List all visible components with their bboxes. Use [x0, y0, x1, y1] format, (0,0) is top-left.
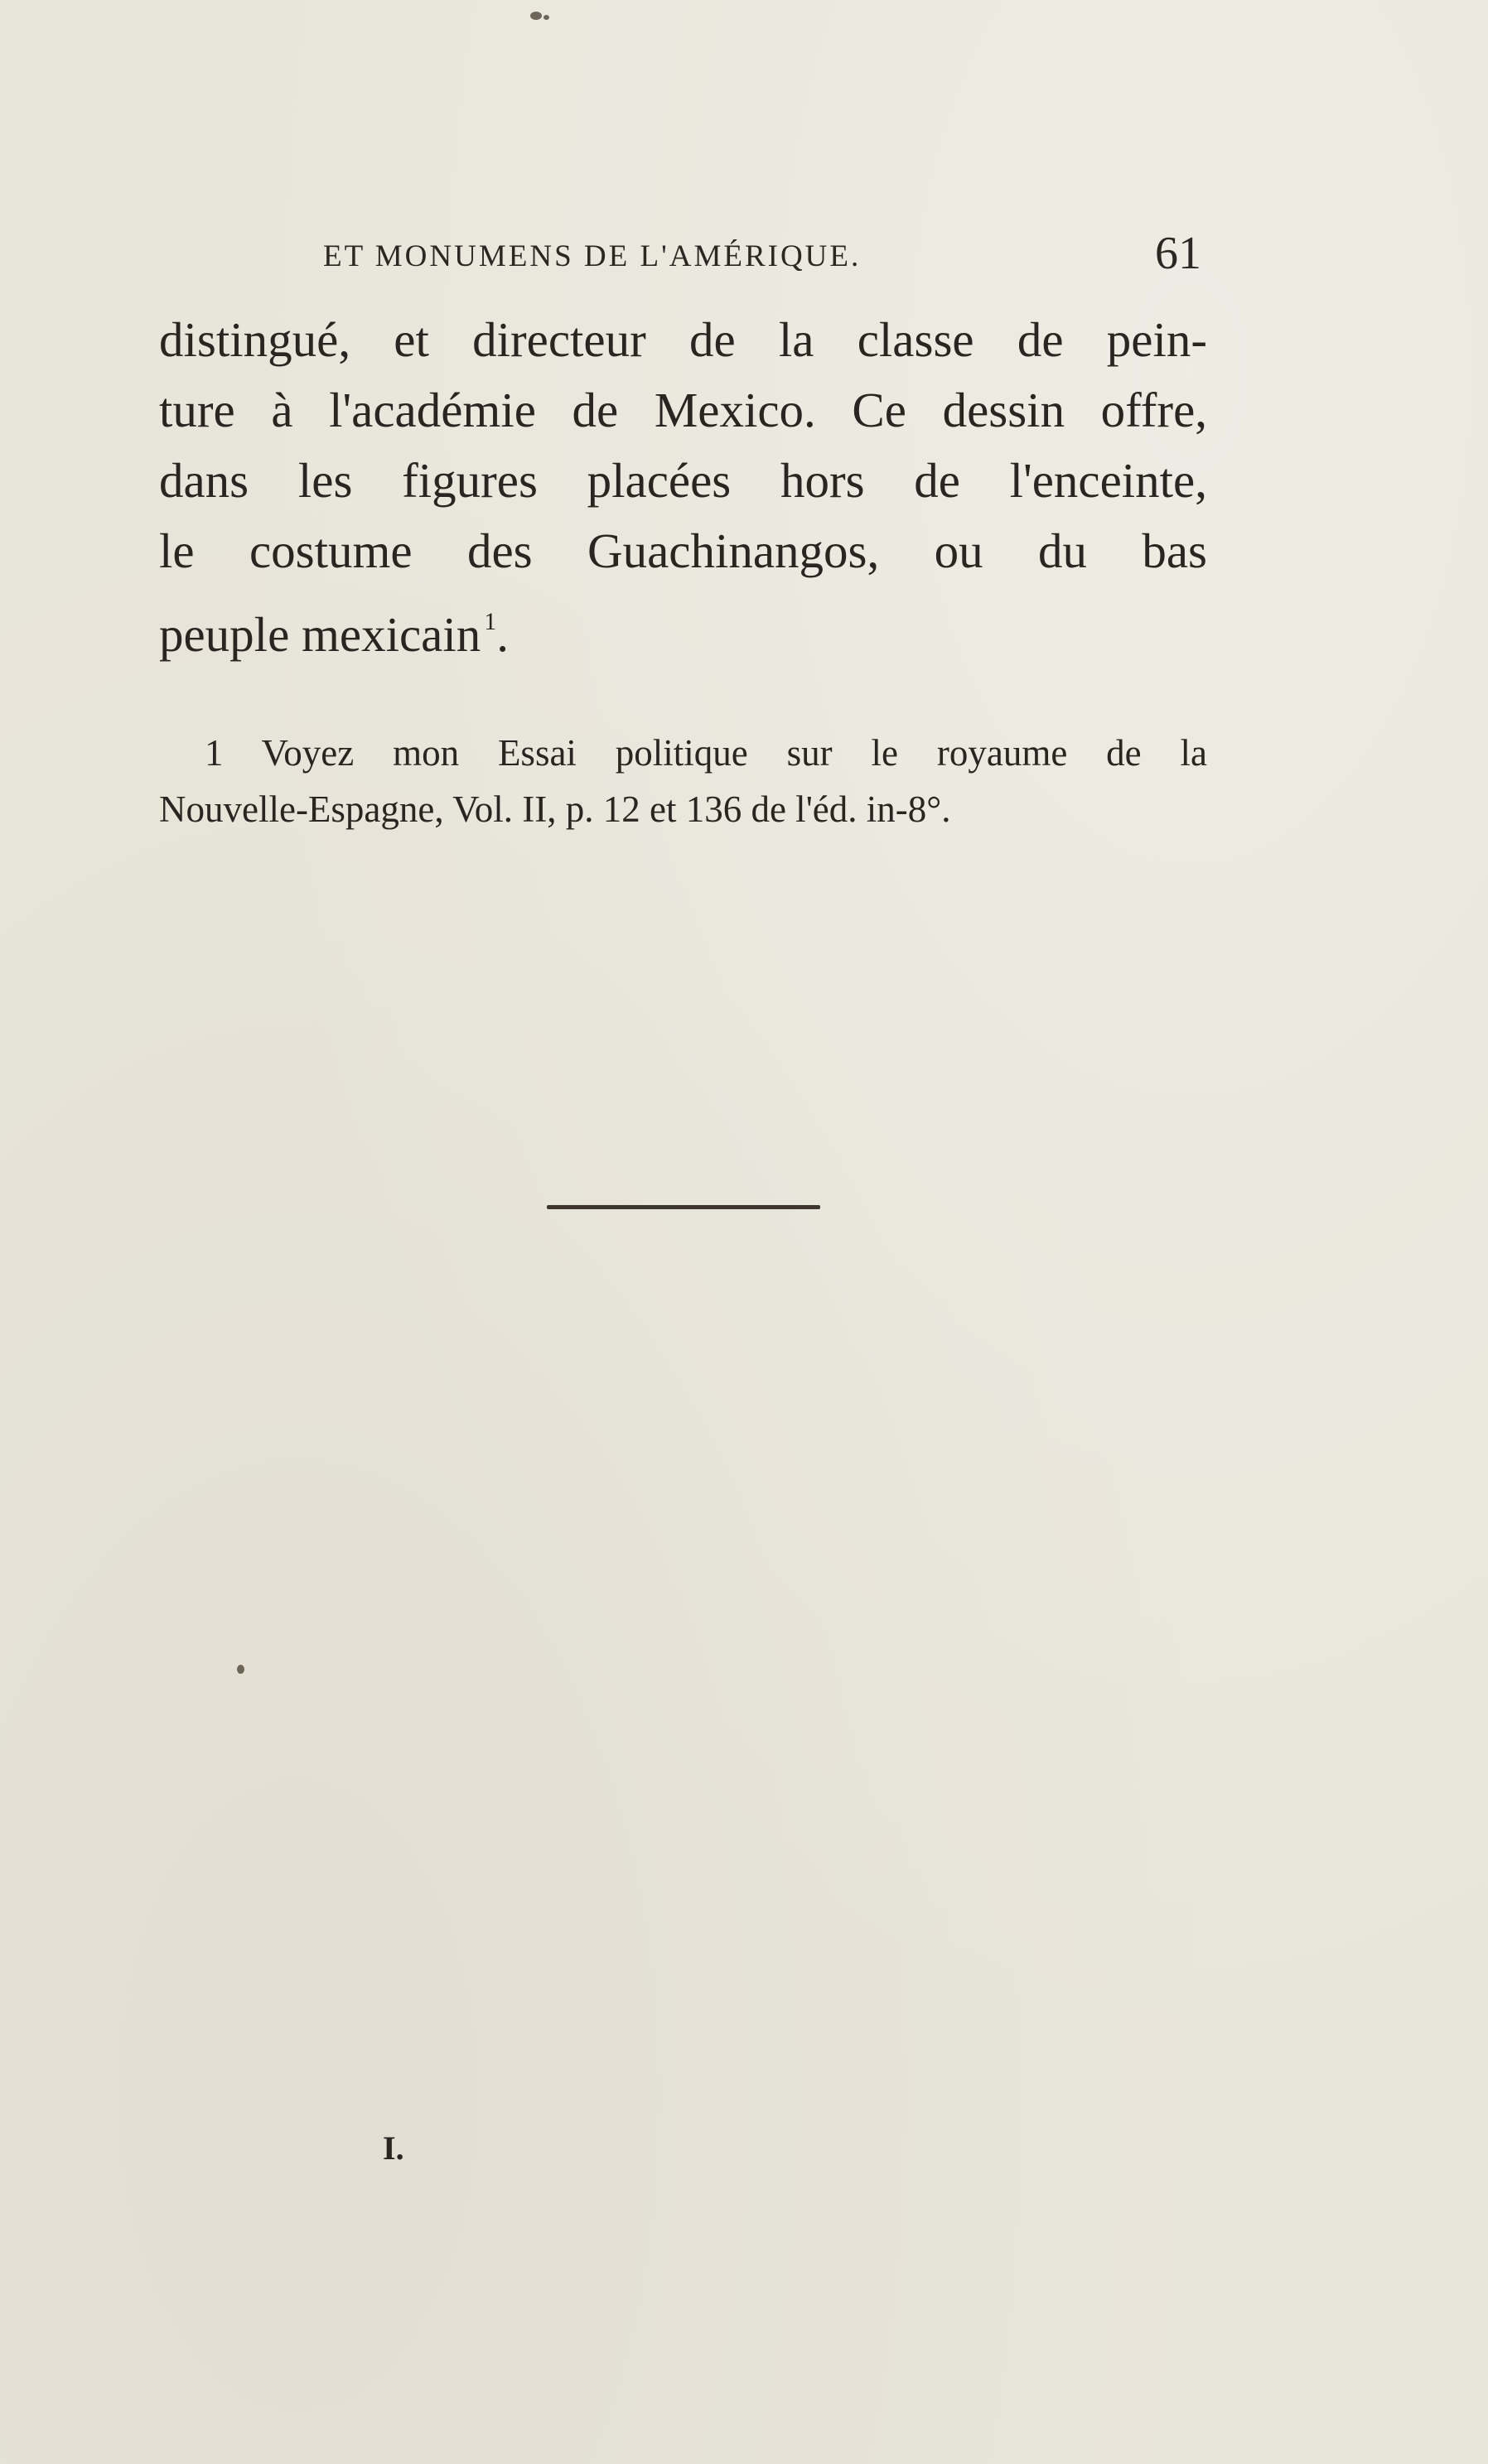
footnote-line: 1 Voyez mon Essai politique sur le royaume de la	[205, 732, 1207, 774]
section-rule	[547, 1205, 820, 1209]
text-line: distingué, et directeur de la classe de pein-	[159, 312, 1207, 367]
ink-speck	[530, 12, 542, 20]
footnote	[159, 725, 1207, 837]
text-line: dans les figures placées hors de l'enceinte,	[159, 453, 1207, 508]
page-number: 61	[1155, 228, 1201, 279]
footnote-line: Nouvelle-Espagne, Vol. II, p. 12 et 136 de l'éd. in-8°.	[159, 788, 951, 830]
ink-speck	[237, 1665, 244, 1674]
running-header	[323, 222, 1201, 288]
ink-speck	[544, 15, 549, 20]
text-line-last: peuple mexicain $^1$.	[159, 607, 510, 662]
main-text	[159, 305, 1207, 670]
running-title: ET MONUMENS DE L'AMÉRIQUE.	[323, 239, 862, 273]
text-line: ture à l'académie de Mexico. Ce dessin offre,	[159, 383, 1207, 437]
signature-mark: I.	[383, 2129, 404, 2167]
text-line: peuple mexicain	[159, 607, 481, 662]
text-line: le costume des Guachinangos, ou du bas	[159, 523, 1207, 578]
footnote-reference: 1	[484, 608, 497, 635]
